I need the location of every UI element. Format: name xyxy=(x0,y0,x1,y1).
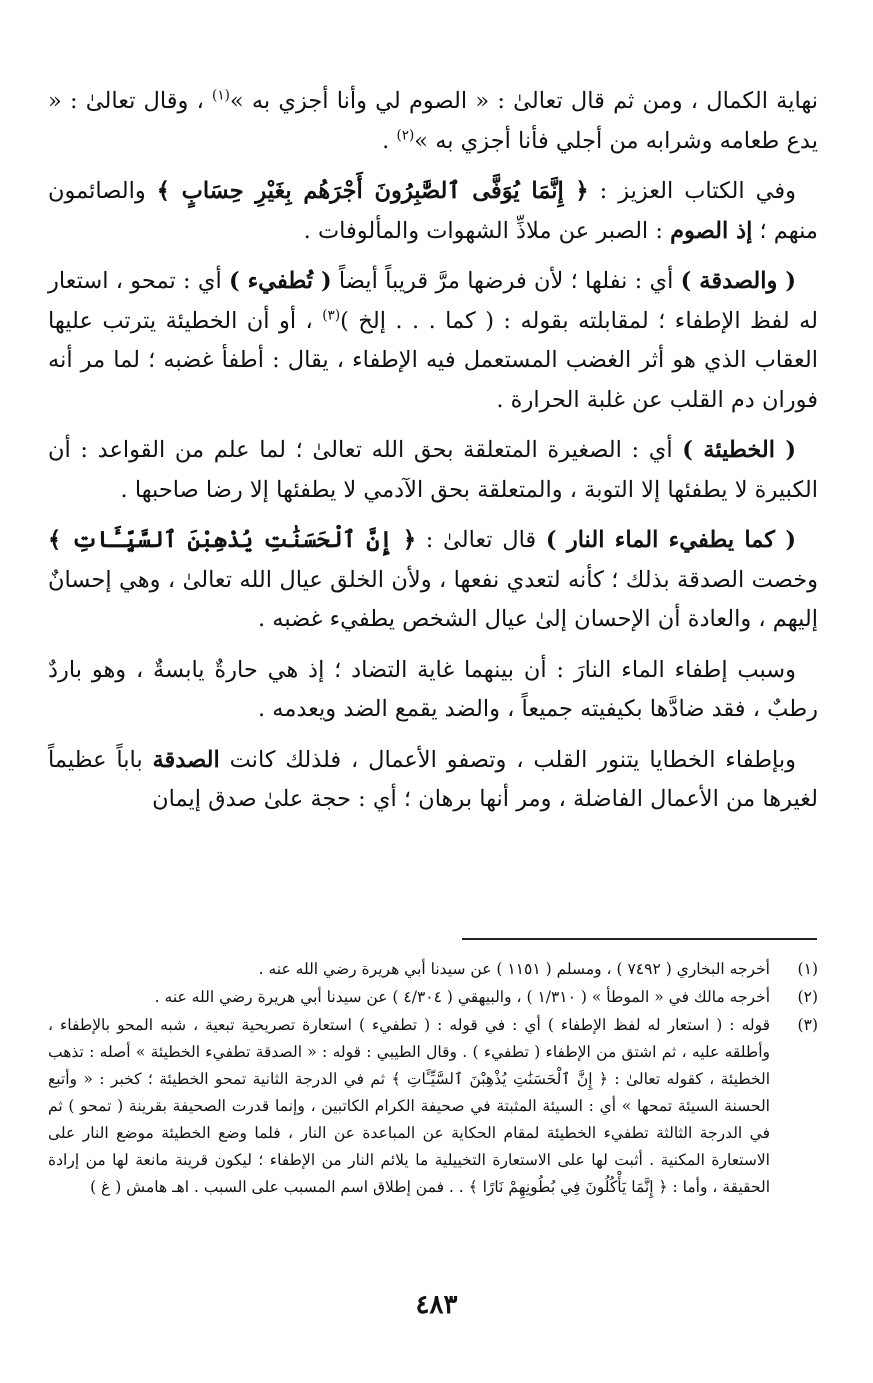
quran-verse: ﴿ إِنَّ ٱلْحَسَنَٰتِ يُذْهِبْنَ ٱلسَّيِّـَٔاتِ ﴾ xyxy=(48,527,417,553)
text-run: باباً عظيماً لغيرها من الأعمال الفاضلة ، ومر أنها برهان ؛ أي : حجة علىٰ صدق إيمان xyxy=(48,746,818,812)
text-run: أي : نفلها ؛ لأن فرضها مرَّ قريباً أيضاً xyxy=(331,268,681,294)
text-run: أي : تمحو ، استعار له لفظ الإطفاء ؛ لمقابلته بقوله : ( كما . . . إلخ ) xyxy=(48,268,818,334)
footnote-ref-1: (١) xyxy=(212,87,230,104)
footnote-separator xyxy=(462,938,817,940)
text-run: وخصت الصدقة بذلك ؛ كأنه لتعدي نفعها ، ولأن الخلق عيال الله تعالىٰ ، وهي إحسانٌ إليهم ، والعادة أن الإحسان إلىٰ عيال الشخص يطفيء غضبه . xyxy=(48,566,818,632)
footnote-2 xyxy=(48,984,818,1011)
footnote-number: (٢) xyxy=(797,988,818,1006)
footnote-ref-3: (٣) xyxy=(322,307,341,323)
paragraph-7 xyxy=(48,741,818,820)
footnote-text: قوله : ( استعار له لفظ الإطفاء ) أي : في قوله : ( تطفيء ) استعارة تصريحية تبعية ، شبه المحو بالإطفاء ، وأطلقه عليه ، ثم اشتق من الإطفاء ( تطفيء ) . وقال الطيبي : قوله : « الصدقة تطفيء الخطيئة » أصله : تذهب الخطيئة ، كقوله تعالىٰ : ﴿ إِنَّ ٱلْحَسَنَٰتِ يُذْهِبْنَ ٱلسَّيِّـَٔاتِ ﴾ ثم في الدرجة الثانية تمحو الخطيئة ؛ كخبر : « وأتبع الحسنة السيئة تمحها » أي : السيئة المثبتة في صحيفة الكرام الكاتبين ، وإنما قدرت الصحيفة بقرينة ( تمحو ) ثم في الدرجة الثالثة تطفيء الخطيئة لمقام الحكاية عن المباعدة عن النار ، فلما وضع الخطيئة موضع النار على الاستعارة المكنية . أثبت لها على الاستعارة التخييلية ما يلائم النار من الإطفاء ؛ ليكون قرينة مانعة لها من إرادة الحقيقة ، وأما : ﴿ إِنَّمَا يَأْكُلُونَ فِي بُطُونِهِمْ نَارًا ﴾ . . فمن إطلاق اسم المسبب على السبب . اهـ هامش ( غ ) xyxy=(48,1016,770,1196)
footnotes xyxy=(48,956,818,1202)
matn-term: ( الخطيئة ) xyxy=(682,437,796,463)
text-run: وسبب إطفاء الماء النارَ : أن بينهما غاية التضاد ؛ إذ هي حارةٌ يابسةٌ ، وهو باردٌ رطبٌ ، فقد ضادَّها بكيفيته جميعاً ، والضد يقمع الضد ويعدمه . xyxy=(48,656,818,722)
footnote-number: (٣) xyxy=(797,1016,818,1034)
text-run: والصائمون منهم ؛ xyxy=(48,178,818,244)
paragraph-6 xyxy=(48,651,818,730)
paragraph-3 xyxy=(48,262,818,420)
paragraph-2 xyxy=(48,172,818,251)
text-run: : الصبر عن ملاذِّ الشهوات والمألوفات . xyxy=(303,217,671,244)
matn-term: ( كما يطفيء الماء النار ) xyxy=(545,527,796,553)
footnote-number: (١) xyxy=(797,960,818,978)
footnote-ref-2: (٢) xyxy=(396,127,415,143)
text-run: أي : الصغيرة المتعلقة بحق الله تعالىٰ ؛ لما علم من القواعد : أن الكبيرة لا يطفئها إلا التوبة ، والمتعلقة بحق الآدمي لا يطفئها إلا رضا صاحبها . xyxy=(48,437,818,503)
page-number: ٤٨٣ xyxy=(415,1290,458,1320)
paragraph-4 xyxy=(48,431,818,510)
matn-term: ( والصدقة ) xyxy=(680,268,796,294)
quran-verse: ﴿ إِنَّمَا يُوَفَّى ٱلصَّٰبِرُونَ أَجْرَهُم بِغَيْرِ حِسَابٍ ﴾ xyxy=(156,178,589,204)
footnote-1 xyxy=(48,956,818,983)
paragraph-5 xyxy=(48,521,818,640)
text-run: . xyxy=(382,127,397,154)
text-run: ، أو أن الخطيئة يترتب عليها العقاب الذي هو أثر الغضب المستعمل فيه الإطفاء ، يقال : أطفأ غضبه ؛ لما مر أنه فوران دم القلب عن غلبة الحرارة . xyxy=(48,307,818,413)
text-run: وفي الكتاب العزيز : xyxy=(588,178,796,204)
footnote-text: أخرجه مالك في « الموطأ » ( ١/٣١٠ ) ، والبيهقي ( ٤/٣٠٤ ) عن سيدنا أبي هريرة رضي الله عنه . xyxy=(154,988,770,1006)
matn-term: ( تُطفيء ) xyxy=(229,268,332,294)
text-run: ، وقال تعالىٰ : « يدع طعامه وشرابه من أجلي فأنا أجزي به » xyxy=(48,88,818,154)
text-run: نهاية الكمال ، ومن ثم قال تعالىٰ : « الصوم لي وأنا أجزي به » xyxy=(229,88,818,114)
bold-term: الصدقة xyxy=(152,746,220,773)
paragraph-1 xyxy=(48,82,818,161)
text-run: وبإطفاء الخطايا يتنور القلب ، وتصفو الأعمال ، فلذلك كانت xyxy=(219,746,797,773)
text-run: قال تعالىٰ : xyxy=(416,527,546,553)
bold-term: إذ الصوم xyxy=(670,217,753,244)
main-text xyxy=(48,82,818,831)
footnote-text: أخرجه البخاري ( ٧٤٩٢ ) ، ومسلم ( ١١٥١ ) عن سيدنا أبي هريرة رضي الله عنه . xyxy=(258,960,770,978)
footnote-3 xyxy=(48,1012,818,1201)
